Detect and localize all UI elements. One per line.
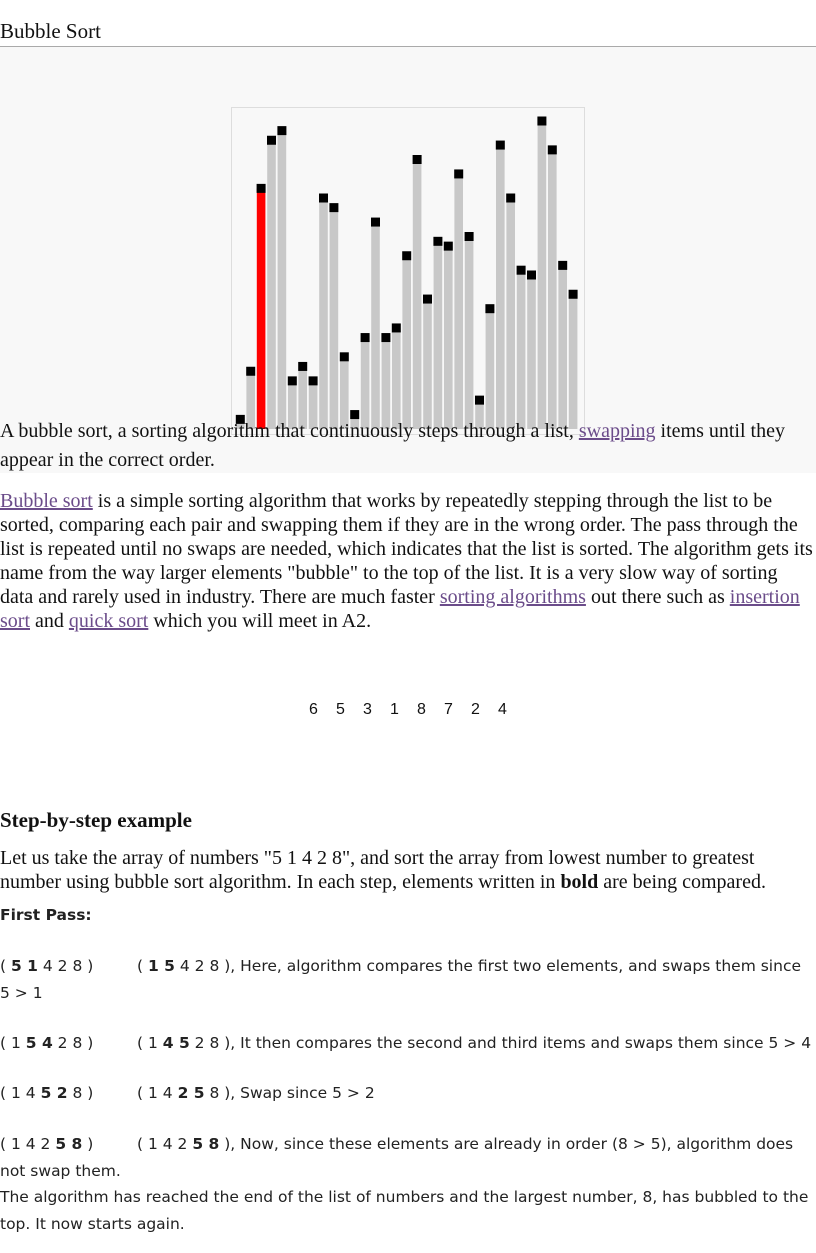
section-heading: Step-by-step example <box>0 808 192 832</box>
seq-number: 7 <box>444 701 453 718</box>
step-row <box>0 1080 814 1107</box>
seq-number: 5 <box>336 701 345 718</box>
bar <box>330 208 339 429</box>
bar <box>569 294 578 429</box>
bar-marker <box>371 218 380 227</box>
bar <box>506 198 515 429</box>
bar <box>434 241 443 429</box>
bar <box>392 328 401 429</box>
bar-marker <box>423 295 432 304</box>
bar <box>257 188 266 429</box>
bar <box>402 256 411 429</box>
intro-text-3: and <box>30 610 69 632</box>
bar <box>278 131 287 429</box>
step-before: ( 1 4 5 2 8 ) <box>0 1084 94 1102</box>
step-after: ( 1 4 2 5 8 ), Swap since 5 > 2 <box>137 1084 375 1102</box>
bar <box>382 338 391 429</box>
bar <box>496 145 505 429</box>
bar <box>444 246 453 429</box>
bar-marker <box>454 169 463 178</box>
bar <box>423 299 432 429</box>
caption-text-end: items until they appear in the correct order. <box>0 420 785 471</box>
step-after: ( 1 4 5 2 8 ), It then compares the second and third items and swaps them since 5 > 4 <box>137 1034 812 1052</box>
bar-marker <box>517 266 526 275</box>
bar-marker <box>537 117 546 126</box>
bar <box>454 174 463 429</box>
step-after: ( 1 5 4 2 8 ), Here, algorithm compares the first two elements, and swaps them since 5 > 1 <box>0 957 802 1002</box>
figure-caption <box>0 417 800 475</box>
sorting-algorithms-link[interactable]: sorting algorithms <box>439 586 586 608</box>
bar-marker <box>319 194 328 203</box>
bar <box>267 140 276 429</box>
figure <box>0 47 816 473</box>
bar <box>413 160 422 430</box>
bar <box>319 198 328 429</box>
bar-marker <box>402 251 411 260</box>
bar-marker <box>485 304 494 313</box>
seq-number: 6 <box>309 701 318 718</box>
bar <box>361 338 370 429</box>
bar <box>527 275 536 429</box>
bar-marker <box>381 333 390 342</box>
bar-marker <box>496 141 505 150</box>
bar-marker <box>340 352 349 361</box>
bar-marker <box>475 396 484 405</box>
bar-marker <box>246 367 255 376</box>
bar-marker <box>558 261 567 270</box>
bar-marker <box>569 290 578 299</box>
example-intro-end: are being compared. <box>598 871 766 893</box>
bar-marker <box>392 323 401 332</box>
bar-marker <box>444 242 453 251</box>
bar-marker <box>361 333 370 342</box>
insertion-sort-link[interactable]: insertion sort <box>0 586 800 632</box>
bold-word: bold <box>560 871 599 893</box>
bar-marker <box>465 232 474 241</box>
number-sequence <box>309 701 525 719</box>
bar <box>371 222 380 429</box>
page-title: Bubble Sort <box>0 0 816 47</box>
step-row <box>0 1030 814 1057</box>
step-before: ( 5 1 4 2 8 ) <box>0 957 94 975</box>
bubble-sort-animation <box>231 107 585 435</box>
bar <box>465 237 474 430</box>
step-row <box>0 1131 814 1185</box>
intro-text-2: out there such as <box>585 586 730 608</box>
example-intro <box>0 846 814 894</box>
bar-marker <box>413 155 422 164</box>
bar-marker <box>298 362 307 371</box>
bar-marker <box>288 376 297 385</box>
seq-number: 3 <box>363 701 372 718</box>
seq-number: 4 <box>498 701 507 718</box>
pass-label: First Pass: <box>0 906 92 924</box>
caption-text: A bubble sort, a sorting algorithm that continuously steps through a list, <box>0 420 579 442</box>
bubble-sort-link[interactable]: Bubble sort <box>0 490 93 512</box>
seq-number: 2 <box>471 701 480 718</box>
intro-text: is a simple sorting algorithm that works by repeatedly stepping through the list to be sorted, comparing each pair and swapping them if they are in the wrong order. The pass through the list is repeated until no swaps are needed, which indicates that the list is sorted. The algorithm gets its name from the way larger elements "bubble" to the top of the list. It is a very slow way of sorting data and rarely used in industry. There are much faster <box>0 490 813 608</box>
bar <box>558 265 567 429</box>
quick-sort-link[interactable]: quick sort <box>68 610 149 632</box>
step-before: ( 1 5 4 2 8 ) <box>0 1034 94 1052</box>
step-before: ( 1 4 2 5 8 ) <box>0 1135 94 1153</box>
example-intro-text: Let us take the array of numbers "5 1 4 2 8", and sort the array from lowest number to greatest number using bubble sort algorithm. In each step, elements written in <box>0 847 755 893</box>
bar-marker <box>329 203 338 212</box>
seq-number: 1 <box>390 701 399 718</box>
swapping-link[interactable]: swapping <box>578 420 656 442</box>
bar-marker <box>527 271 536 280</box>
bar-marker <box>257 184 266 193</box>
seq-number: 8 <box>417 701 426 718</box>
bar-marker <box>267 136 276 145</box>
step-after: ( 1 4 2 5 8 ), Now, since these elements are already in order (8 > 5), algorithm does not swap them. <box>0 1135 794 1180</box>
bar-marker <box>433 237 442 246</box>
bar <box>538 121 547 429</box>
bar <box>517 270 526 429</box>
intro-paragraph <box>0 489 816 633</box>
intro-text-4: which you will meet in A2. <box>148 610 372 632</box>
bar-marker <box>506 194 515 203</box>
bar <box>548 150 557 429</box>
bar <box>486 309 495 429</box>
step-row <box>0 953 814 1007</box>
bar-marker <box>309 376 318 385</box>
bar-marker <box>277 126 286 135</box>
closing-paragraph: The algorithm has reached the end of the list of numbers and the largest number, 8, has bubbled to the top. It now starts again. <box>0 1188 809 1233</box>
bar-marker <box>548 145 557 154</box>
